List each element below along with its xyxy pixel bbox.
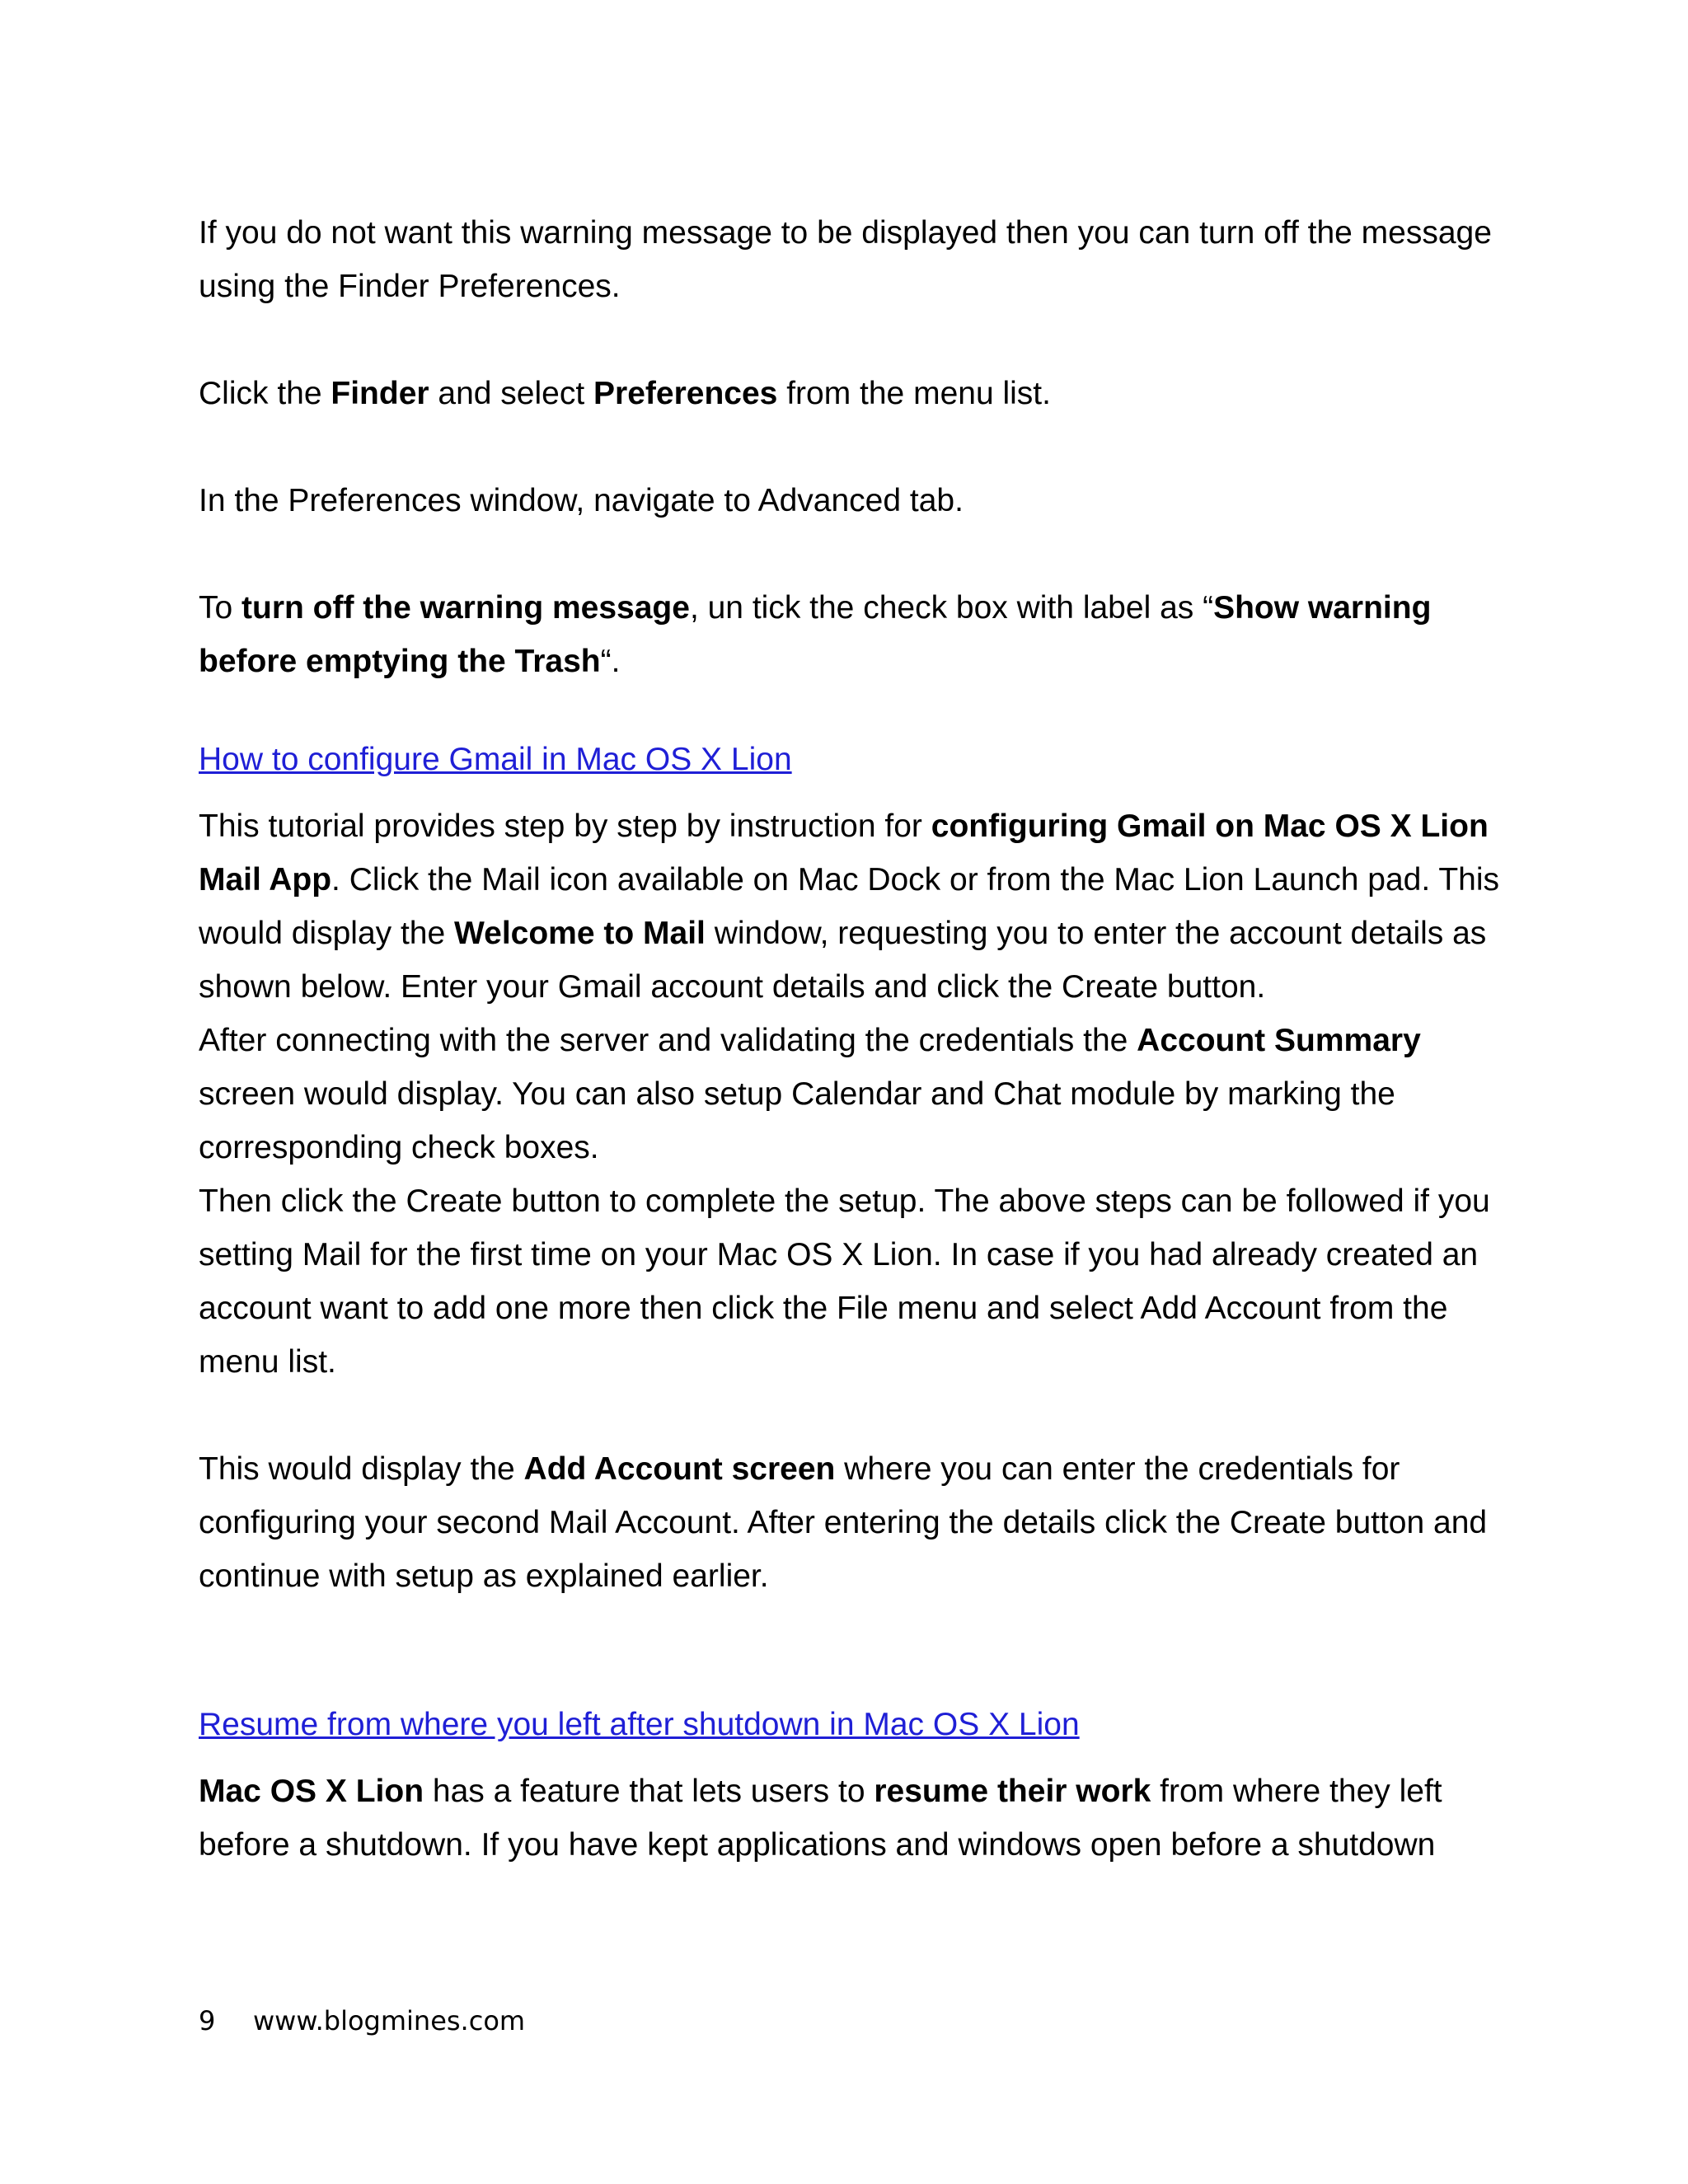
spacer bbox=[199, 313, 1501, 367]
text-run: from the menu list. bbox=[777, 376, 1051, 411]
text-run: “. bbox=[600, 644, 621, 679]
text-run: After connecting with the server and validating the credentials the bbox=[199, 1023, 1137, 1058]
footer-site: www.blogmines.com bbox=[253, 2005, 526, 2036]
paragraph-resume-feature bbox=[199, 1765, 1501, 1872]
text-run: Click the bbox=[199, 376, 331, 411]
document-body bbox=[199, 206, 1501, 1872]
heading-link-gmail bbox=[199, 733, 1501, 786]
spacer bbox=[199, 1603, 1501, 1710]
heading-link-resume bbox=[199, 1698, 1501, 1751]
bold-mac-os-x-lion: Mac OS X Lion bbox=[199, 1774, 424, 1809]
page-footer bbox=[199, 2004, 525, 2037]
text-run: This tutorial provides step by step by instruction for bbox=[199, 808, 931, 844]
bold-resume-work: resume their work bbox=[874, 1774, 1151, 1809]
bold-welcome-to-mail: Welcome to Mail bbox=[454, 916, 706, 951]
paragraph-account-summary bbox=[199, 1014, 1501, 1174]
page-number: 9 bbox=[199, 2005, 216, 2036]
paragraph-finder-prefs bbox=[199, 367, 1501, 420]
text-run: This would display the bbox=[199, 1451, 524, 1487]
bold-add-account-screen: Add Account screen bbox=[523, 1451, 836, 1487]
paragraph-add-account bbox=[199, 1442, 1501, 1603]
paragraph-turn-off-warning bbox=[199, 581, 1501, 688]
bold-account-summary: Account Summary bbox=[1137, 1023, 1421, 1058]
text-run: screen would display. You can also setup Calendar and Chat module by marking the corresponding check boxes. bbox=[199, 1076, 1395, 1165]
spacer bbox=[199, 527, 1501, 581]
bold-show-warning: Show warning before emptying the Trash bbox=[199, 590, 1432, 679]
spacer bbox=[199, 1389, 1501, 1442]
text-run: window, requesting you to enter the account details as shown below. Enter your Gmail account details and click the Create button. bbox=[199, 916, 1487, 1005]
text-run: , un tick the check box with label as “ bbox=[689, 590, 1214, 626]
paragraph-advanced-tab: In the Preferences window, navigate to Advanced tab. bbox=[199, 483, 964, 518]
gmail-config-link[interactable]: How to configure Gmail in Mac OS X Lion bbox=[199, 742, 792, 777]
text-run: where you can enter the credentials for configuring your second Mail Account. After entering the details click the Create button and continue with setup as explained earlier. bbox=[199, 1451, 1488, 1594]
bold-configuring-gmail: configuring Gmail on Mac OS X Lion Mail App bbox=[199, 808, 1489, 898]
text-run: from where they left before a shutdown. If you have kept applications and windows open before a shutdown bbox=[199, 1774, 1442, 1863]
text-run: . Click the Mail icon available on Mac Dock or from the Mac Lion Launch pad. This would display the bbox=[199, 862, 1499, 951]
bold-finder: Finder bbox=[331, 376, 429, 411]
paragraph-create-setup: Then click the Create button to complete the setup. The above steps can be followed if you setting Mail for the first time on your Mac OS X Lion. In case if you had already created an account want to add one more then click the File menu and select Add Account from the menu list. bbox=[199, 1183, 1490, 1380]
paragraph-warning-intro: If you do not want this warning message to be displayed then you can turn off the message using the Finder Preferences. bbox=[199, 215, 1492, 304]
resume-shutdown-link[interactable]: Resume from where you left after shutdown in Mac OS X Lion bbox=[199, 1707, 1080, 1742]
text-run: and select bbox=[429, 376, 594, 411]
text-run: To bbox=[199, 590, 242, 626]
bold-turn-off: turn off the warning message bbox=[241, 590, 690, 626]
paragraph-gmail-tutorial bbox=[199, 799, 1501, 1014]
text-run: has a feature that lets users to bbox=[424, 1774, 874, 1809]
spacer bbox=[199, 420, 1501, 474]
bold-preferences: Preferences bbox=[593, 376, 778, 411]
